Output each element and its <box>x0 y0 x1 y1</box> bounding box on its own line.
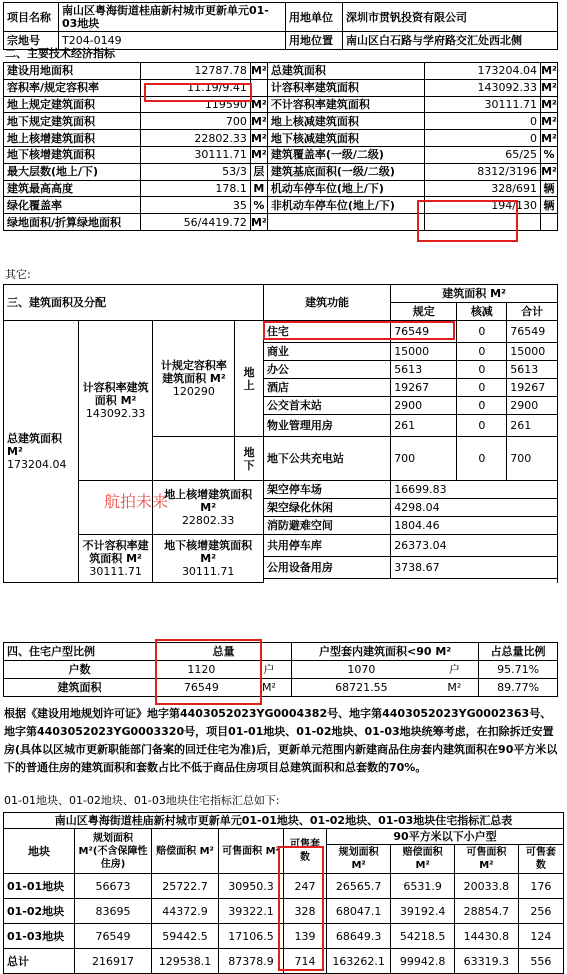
func-total: 5613 <box>507 361 558 379</box>
indicator-unit: M² <box>250 64 267 78</box>
summary-cell-s-comp: 54218.5 <box>391 924 455 949</box>
indicator-unit: 层 <box>250 163 267 180</box>
indicator-unit: M² <box>250 215 267 229</box>
indicator-label: 地下核增建筑面积 <box>4 146 141 163</box>
indicator-row <box>4 197 558 214</box>
summary-cell-lot: 01-01地块 <box>4 874 75 899</box>
func-plan: 700 <box>391 437 457 481</box>
indicator-value-2: 173204.04 <box>424 63 540 80</box>
func-name: 物业管理用房 <box>263 415 390 437</box>
indicator-unit-2 <box>541 214 558 231</box>
row-total-unit: M² <box>247 679 292 697</box>
function-header: 建筑功能 <box>263 285 390 321</box>
summary-cell-s-plan: 26565.7 <box>327 874 391 899</box>
summary-line: 01-01地块、01-02地块、01-03地块住宅指标汇总如下: <box>4 794 280 807</box>
indicator-value-2: 328/691 <box>424 180 540 197</box>
indicator-label-2: 建筑覆盖率(一级/二级) <box>267 146 424 163</box>
func-cut: 0 <box>457 321 507 343</box>
summary-cell-lot: 01-03地块 <box>4 924 75 949</box>
indicator-table <box>3 62 558 231</box>
other-label: 其它: <box>5 268 31 281</box>
summary-cell-s-plan: 163262.1 <box>327 949 391 974</box>
indicator-value: 30111.71 <box>140 146 250 163</box>
row-label: 户数 <box>4 661 156 679</box>
summary-row <box>4 949 564 974</box>
indicator-unit-2: 辆 <box>541 180 558 197</box>
summary-cell-s-plan: 68047.1 <box>327 899 391 924</box>
row-ratio: 89.77% <box>479 679 558 697</box>
func-cut: 0 <box>457 415 507 437</box>
summary-cell-sale: 39322.1 <box>219 899 284 924</box>
func-name: 住宅 <box>263 321 390 343</box>
indicator-value-2: 143092.33 <box>424 79 540 96</box>
below-ground-label: 地下 <box>235 437 264 481</box>
summary-cell-sale: 17106.5 <box>219 924 284 949</box>
indicator-unit-2: % <box>541 146 558 163</box>
indicator-value: 56/4419.72 <box>140 214 250 231</box>
summary-cell-s-units: 556 <box>518 949 563 974</box>
col-sale-units: 可售套数 <box>284 829 327 874</box>
indicator-unit: M² <box>250 97 267 111</box>
non-far-cell <box>78 535 153 583</box>
non-far-label: 不计容积率建筑面积 M² <box>82 539 149 565</box>
ratio-header: 占总量比例 <box>479 643 558 661</box>
func-plan: 19267 <box>391 379 457 397</box>
land-unit-label: 用地单位 <box>286 3 343 32</box>
summary-cell-units: 139 <box>284 924 327 949</box>
func-name: 办公 <box>263 361 390 379</box>
summary-row <box>4 899 564 924</box>
indicator-unit: M² <box>250 114 267 128</box>
func-plan: 76549 <box>391 321 457 343</box>
func-name: 酒店 <box>263 379 390 397</box>
summary-cell-lot: 01-02地块 <box>4 899 75 924</box>
indicator-row <box>4 163 558 180</box>
summary-cell-s-comp: 6531.9 <box>391 874 455 899</box>
func-total: 2900 <box>507 397 558 415</box>
row-total: 76549 <box>156 679 247 697</box>
far-area-value: 143092.33 <box>85 407 146 420</box>
row-ratio: 95.71% <box>479 661 558 679</box>
func-cut: 0 <box>457 361 507 379</box>
func-cut: 0 <box>457 379 507 397</box>
func-total: 76549 <box>507 321 558 343</box>
indicator-label: 绿化覆盖率 <box>4 197 141 214</box>
core-above-cell <box>153 481 264 535</box>
indicator-value-2: 0 <box>424 113 540 130</box>
indicator-unit: M <box>250 180 267 197</box>
indicator-label: 建设用地面积 <box>4 63 141 80</box>
func-cut: 0 <box>457 397 507 415</box>
summary-table-title: 南山区粤海街道桂庙新村城市更新单元01-01地块、01-02地块、01-03地块住宅指标汇总表 <box>4 813 564 829</box>
indicator-value: 11.19/9.41 <box>140 79 250 96</box>
section-2-title: 二、主要技术经济指标 <box>5 47 115 60</box>
lot-label: 宗地号 <box>4 32 59 50</box>
core-below-cell <box>153 535 264 583</box>
indicator-label-2: 不计容积率建筑面积 <box>267 96 424 113</box>
housing-ratio-table <box>3 642 558 697</box>
indicator-unit-2: M² <box>541 165 557 179</box>
total-area-value: 173204.04 <box>7 458 67 471</box>
col-plan: 规定 <box>391 303 457 321</box>
small-header: 户型套内建筑面积<90 M² <box>292 643 479 661</box>
row-small-unit: M² <box>431 679 479 697</box>
col-small-comp: 赔偿面积 M² <box>391 845 455 874</box>
indicator-row <box>4 146 558 163</box>
plan-area-label: 计规定容积率建筑面积 M² <box>160 359 227 385</box>
indicator-row <box>4 63 558 80</box>
header-table <box>3 2 558 50</box>
indicator-unit-2: M² <box>541 64 557 78</box>
project-value: 南山区粤海街道桂庙新村城市更新单元01-03地块 <box>59 3 286 32</box>
indicator-value: 178.1 <box>140 180 250 197</box>
land-unit-value: 深圳市贯钒投资有限公司 <box>343 3 558 32</box>
indicator-value-2 <box>424 214 540 231</box>
col-lot: 地块 <box>4 829 75 874</box>
summary-cell-comp: 25722.7 <box>152 874 219 899</box>
indicator-label-2: 地下核减建筑面积 <box>267 130 424 147</box>
indicator-label: 地下规定建筑面积 <box>4 113 141 130</box>
indicator-unit: M² <box>250 148 267 162</box>
summary-cell-s-units: 124 <box>518 924 563 949</box>
indicator-value: 53/3 <box>140 163 250 180</box>
indicator-label: 建筑最高高度 <box>4 180 141 197</box>
summary-cell-sale: 30950.3 <box>219 874 284 899</box>
func-name: 商业 <box>263 343 390 361</box>
summary-cell-comp: 129538.1 <box>152 949 219 974</box>
func-name: 公交首末站 <box>263 397 390 415</box>
core-below-label: 地下核增建筑面积 M² <box>164 539 253 565</box>
indicator-row <box>4 79 558 96</box>
func-name: 地下公共充电站 <box>263 437 390 481</box>
summary-cell-lot: 总计 <box>4 949 75 974</box>
core-name: 消防避难空间 <box>263 517 390 535</box>
total-header: 总量 <box>156 643 292 661</box>
summary-cell-comp: 44372.9 <box>152 899 219 924</box>
summary-cell-comp: 59442.5 <box>152 924 219 949</box>
summary-cell-sale: 87378.9 <box>219 949 284 974</box>
col-small-sale: 可售面积 M² <box>455 845 519 874</box>
core-below-value: 30111.71 <box>181 565 235 578</box>
watermark-text: 航拍未来 <box>104 492 169 511</box>
summary-cell-s-sale: 28854.7 <box>455 899 519 924</box>
far-area-cell <box>78 321 153 481</box>
indicator-row <box>4 96 558 113</box>
indicator-value: 119590 <box>140 96 250 113</box>
summary-cell-s-sale: 20033.8 <box>455 874 519 899</box>
row-label: 建筑面积 <box>4 679 156 697</box>
indicator-value-2: 30111.71 <box>424 96 540 113</box>
blank-cell <box>153 437 235 481</box>
col-small-group: 90平方米以下小户型 <box>327 829 564 845</box>
indicator-unit: M² <box>250 131 267 145</box>
plan-area-cell <box>153 321 235 437</box>
summary-cell-plan: 216917 <box>75 949 152 974</box>
func-total: 700 <box>507 437 558 481</box>
blank-cell <box>263 579 557 583</box>
lot-value: T204-0149 <box>59 32 286 50</box>
summary-cell-s-units: 176 <box>518 874 563 899</box>
col-small-plan: 规划面积 M² <box>327 845 391 874</box>
indicator-label: 容积率/规定容积率 <box>4 79 141 96</box>
indicator-row <box>4 214 558 231</box>
area-distribution-table <box>3 284 558 583</box>
indicator-label: 地上规定建筑面积 <box>4 96 141 113</box>
func-total: 19267 <box>507 379 558 397</box>
core-above-value: 22802.33 <box>181 514 235 527</box>
core-value: 16699.83 <box>391 481 558 499</box>
indicator-value-2: 0 <box>424 130 540 147</box>
core-above-label: 地上核增建筑面积 M² <box>164 488 253 514</box>
indicator-value: 700 <box>140 113 250 130</box>
indicator-value: 35 <box>140 197 250 214</box>
summary-cell-units: 328 <box>284 899 327 924</box>
indicator-unit-2: M² <box>541 97 557 111</box>
col-sale-area: 可售面积 M² <box>219 829 284 874</box>
section-3-title: 三、建筑面积及分配 <box>4 285 264 321</box>
summary-cell-s-comp: 99942.8 <box>391 949 455 974</box>
area-header: 建筑面积 M² <box>391 285 558 303</box>
indicator-value: 12787.78 <box>140 63 250 80</box>
total-area-label: 总建筑面积 M² <box>7 432 62 458</box>
plan-area-value: 120290 <box>172 385 215 398</box>
indicator-label-2: 机动车停车位(地上/下) <box>267 180 424 197</box>
col-small-units: 可售套数 <box>518 845 563 874</box>
core-value: 4298.04 <box>391 499 558 517</box>
summary-cell-plan: 56673 <box>75 874 152 899</box>
policy-paragraph: 根据《建设用地规划许可证》地字第4403052023YG0004382号、地字第4403052023YG0002363号、地字第4403052023YG0003320号，项目01-01地块、01-02地块、01-03地块统筹考虑，在扣除拆迁安置房(具体以区城市更新职能部门备案的回迁住宅为准)后，更新单元范围内新建商品住房套内建筑面积在90平方米以下的普通住房的建筑面积和套数占比不低于商品住房项目总建筑面积和总套数的70%。 <box>4 707 558 774</box>
indicator-value-2: 194/130 <box>424 197 540 214</box>
row-small-unit: 户 <box>431 661 479 679</box>
func-cut: 0 <box>457 343 507 361</box>
summary-row <box>4 874 564 899</box>
indicator-unit: % <box>250 197 267 214</box>
summary-cell-s-comp: 39192.4 <box>391 899 455 924</box>
indicator-unit-2: M² <box>541 114 557 128</box>
indicator-value-2: 65/25 <box>424 146 540 163</box>
summary-cell-plan: 76549 <box>75 924 152 949</box>
func-total: 15000 <box>507 343 558 361</box>
row-small: 68721.55 <box>292 679 431 697</box>
func-plan: 5613 <box>391 361 457 379</box>
indicator-label-2: 地上核减建筑面积 <box>267 113 424 130</box>
summary-table <box>3 812 564 974</box>
summary-cell-units: 714 <box>284 949 327 974</box>
core-name: 共用停车库 <box>263 535 390 557</box>
non-far-value: 30111.71 <box>89 565 142 578</box>
project-label: 项目名称 <box>4 3 59 32</box>
core-value: 26373.04 <box>391 535 558 557</box>
summary-cell-plan: 83695 <box>75 899 152 924</box>
indicator-unit-2: M² <box>541 81 557 95</box>
total-area-cell <box>4 321 79 583</box>
col-comp-area: 赔偿面积 M² <box>152 829 219 874</box>
far-area-label: 计容积率建筑面积 M² <box>82 381 149 407</box>
summary-cell-units: 247 <box>284 874 327 899</box>
indicator-label: 最大层数(地上/下) <box>4 163 141 180</box>
indicator-label-2: 建筑基底面积(一级/二级) <box>267 163 424 180</box>
indicator-label-2: 总建筑面积 <box>267 63 424 80</box>
location-value: 南山区白石路与学府路交汇处西北侧 <box>343 32 558 50</box>
func-plan: 2900 <box>391 397 457 415</box>
summary-row <box>4 924 564 949</box>
indicator-unit-2: 辆 <box>541 197 558 214</box>
indicator-label-2: 非机动车停车位(地上/下) <box>267 197 424 214</box>
indicator-label: 绿地面积/折算绿地面积 <box>4 214 141 231</box>
core-name: 架空停车场 <box>263 481 390 499</box>
indicator-row <box>4 180 558 197</box>
func-total: 261 <box>507 415 558 437</box>
indicator-unit <box>250 79 267 96</box>
row-small: 1070 <box>292 661 431 679</box>
row-total-unit: 户 <box>247 661 292 679</box>
func-plan: 15000 <box>391 343 457 361</box>
indicator-label-2: 计容积率建筑面积 <box>267 79 424 96</box>
col-cut: 核减 <box>457 303 507 321</box>
col-plan-area: 规划面积 M²(不含保障性住房) <box>75 829 152 874</box>
indicator-value-2: 8312/3196 <box>424 163 540 180</box>
above-ground-label: 地上 <box>235 321 264 437</box>
indicator-unit-2: M² <box>541 131 557 145</box>
indicator-value: 22802.33 <box>140 130 250 147</box>
col-total: 合计 <box>507 303 558 321</box>
func-cut: 0 <box>457 437 507 481</box>
summary-cell-s-sale: 14430.8 <box>455 924 519 949</box>
indicator-row <box>4 130 558 147</box>
summary-cell-s-sale: 63319.3 <box>455 949 519 974</box>
section-4-title: 四、住宅户型比例 <box>4 643 156 661</box>
indicator-label: 地上核增建筑面积 <box>4 130 141 147</box>
func-plan: 261 <box>391 415 457 437</box>
indicator-row <box>4 113 558 130</box>
core-name: 公用设备用房 <box>263 557 390 579</box>
core-value: 1804.46 <box>391 517 558 535</box>
core-value: 3738.67 <box>391 557 558 579</box>
summary-cell-s-units: 256 <box>518 899 563 924</box>
core-name: 架空绿化休闲 <box>263 499 390 517</box>
row-total: 1120 <box>156 661 247 679</box>
location-label: 用地位置 <box>286 32 343 50</box>
indicator-label-2 <box>267 214 424 231</box>
summary-cell-s-plan: 68649.3 <box>327 924 391 949</box>
